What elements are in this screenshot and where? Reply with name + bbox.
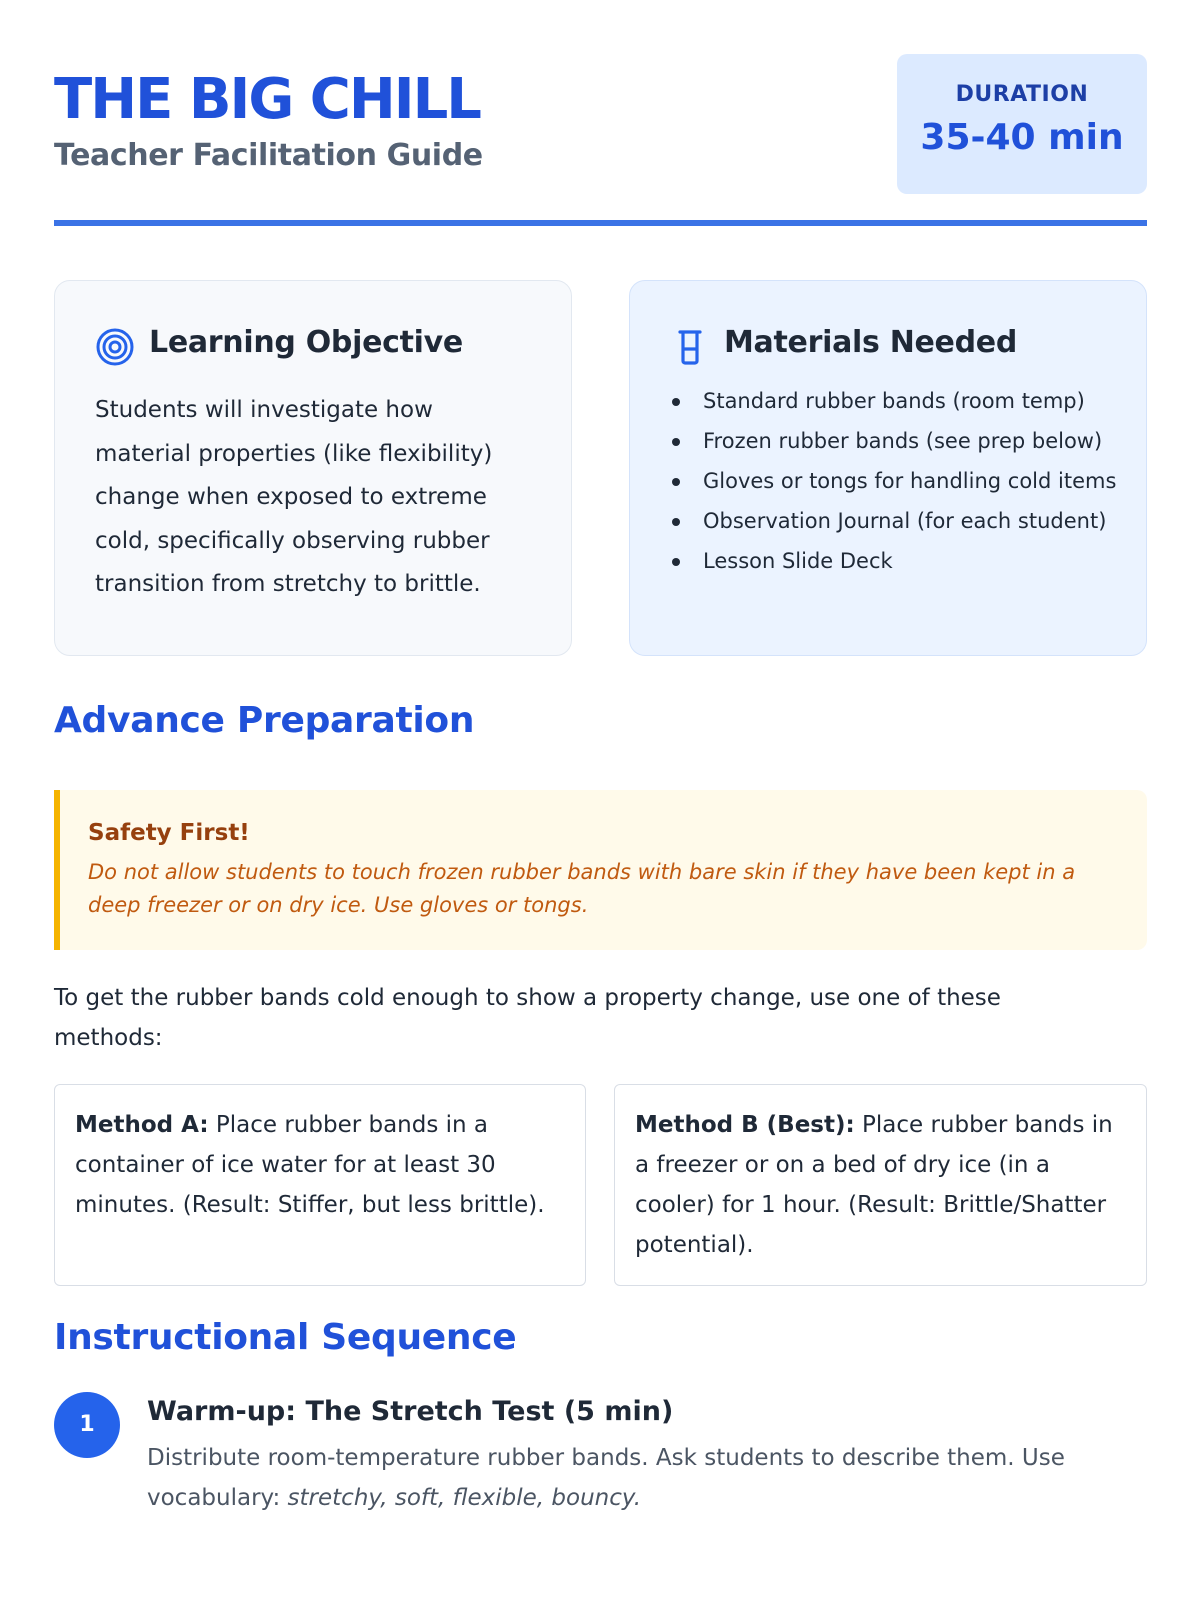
method-a-label: Method A: [75,1112,209,1138]
list-item: Lesson Slide Deck [670,545,1120,578]
overview-cards [54,280,1147,656]
step-description-text: Distribute room-temperature rubber bands. Ask students to describe them. Use vocabulary: [147,1445,1065,1511]
guide-page [54,54,1147,1511]
header [54,54,1147,224]
learning-objective-title: Learning Objective [149,325,463,360]
method-b-box [614,1084,1147,1286]
step-number-badge: 1 [54,1392,120,1458]
page-title: THE BIG CHILL [54,67,480,132]
page-subtitle: Teacher Facilitation Guide [54,138,483,173]
duration-value: 35-40 min [920,117,1124,158]
method-b-description: Place rubber bands in a freezer or on a bed of dry ice (in a cooler) for 1 hour. (Result: Brittle/Shatter potential). [635,1112,1113,1258]
learning-objective-card [54,280,572,656]
safety-text: Do not allow students to touch frozen rubber bands with bare skin if they have been kept in a deep freezer or on dry ice. Use gloves or tongs. [88,860,1076,917]
duration-badge [897,54,1147,194]
method-a-box [54,1084,586,1286]
materials-card [629,280,1147,656]
target-icon [95,327,135,367]
list-item: Frozen rubber bands (see prep below) [670,425,1120,458]
instructional-sequence-heading: Instructional Sequence [54,1317,517,1358]
learning-objective-text: Students will investigate how material properties (like flexibility) change when exposed to extreme cold, specifically observing rubber transition from stretchy to brittle. [95,397,493,597]
step-title: Warm-up: The Stretch Test (5 min) [147,1396,674,1427]
method-a-text [75,1105,565,1225]
safety-title: Safety First! [88,820,250,846]
materials-title: Materials Needed [724,325,1017,360]
step-description [147,1438,1137,1518]
list-item: Observation Journal (for each student) [670,505,1120,538]
method-b-text [635,1105,1125,1265]
method-b-label: Method B (Best): [635,1112,855,1138]
list-item: Standard rubber bands (room temp) [670,385,1120,418]
duration-label: DURATION [955,82,1089,107]
prep-intro: To get the rubber bands cold enough to show a property change, use one of these methods: [54,985,1001,1051]
materials-list [670,385,1120,585]
advance-preparation-heading: Advance Preparation [54,700,475,741]
header-divider [54,220,1147,226]
safety-callout [54,790,1147,950]
method-a-description: Place rubber bands in a container of ice water for at least 30 minutes. (Result: Stiffer, but less brittle). [75,1112,545,1218]
list-item: Gloves or tongs for handling cold items [670,465,1120,498]
step-vocabulary: stretchy, soft, flexible, bouncy. [287,1485,642,1511]
beaker-icon [670,327,710,367]
